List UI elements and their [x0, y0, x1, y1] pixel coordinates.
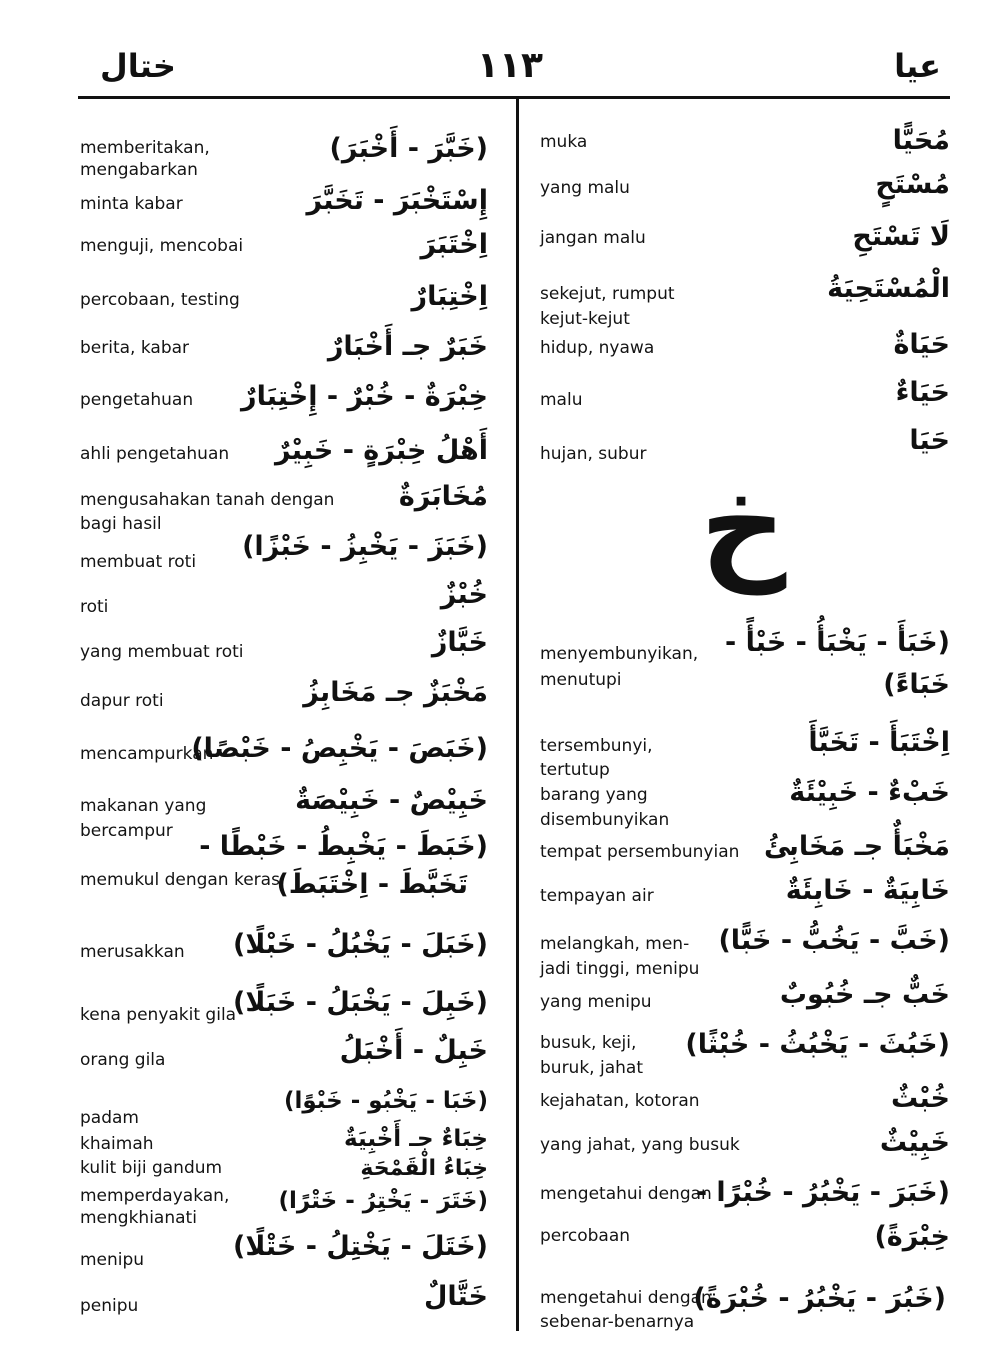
- entry-meaning: berita, kabar: [80, 338, 190, 358]
- entry-meaning: bagi hasil: [80, 514, 162, 534]
- entry-meaning: malu: [540, 390, 583, 410]
- entry-term: مُحَيًّا: [892, 125, 950, 156]
- entry-meaning: mengetahui dengan: [540, 1288, 712, 1308]
- entry-meaning: minta kabar: [80, 194, 183, 214]
- entry-meaning: yang jahat, yang busuk: [540, 1135, 740, 1155]
- entry-term: (خَبَرَ - يَخْبُرُ - خُبْرًا -: [695, 1177, 950, 1208]
- entry-term: (خَبَزَ - يَخْبِزُ - خَبْزًا): [242, 531, 488, 562]
- entry-term: (خَتَرَ - يَخْتِرُ - خَتْرًا): [278, 1188, 488, 1214]
- entry-meaning: menutupi: [540, 670, 622, 690]
- entry-meaning: khaimah: [80, 1134, 154, 1154]
- entry-term: (خَبَا - يَخْبُو - خَبْوًا): [283, 1088, 488, 1114]
- entry-meaning: hujan, subur: [540, 444, 647, 464]
- entry-term: مَخْبَزٌ جـ مَخَابِزُ: [303, 677, 488, 708]
- entry-meaning: yang membuat roti: [80, 642, 244, 662]
- entry-term: خُبْثٌ: [890, 1083, 950, 1114]
- entry-term: حَيَا: [909, 425, 950, 456]
- header-left-word: ختال: [100, 47, 176, 85]
- entry-meaning: padam: [80, 1108, 139, 1128]
- entry-term: خَبِلٌ - أَخْبَلُ: [339, 1035, 488, 1066]
- entry-term: مَخْبَأٌ جـ مَخَابِئُ: [763, 831, 950, 862]
- entry-meaning: sebenar-benarnya: [540, 1312, 695, 1332]
- entry-meaning: muka: [540, 132, 588, 152]
- column-divider: [516, 99, 519, 1331]
- entry-meaning: memperdayakan,: [80, 1186, 230, 1206]
- entry-meaning: bercampur: [80, 821, 173, 841]
- entry-meaning: barang yang: [540, 785, 648, 805]
- entry-term: أَهْلُ خِبْرَةٍ - خَبِيْرٌ: [275, 435, 488, 466]
- entry-meaning: tertutup: [540, 760, 610, 780]
- header-right-word: عيا: [894, 47, 941, 85]
- entry-term: (خَبَّرَ - أَخْبَرَ): [329, 133, 488, 164]
- entry-meaning: disembunyikan: [540, 810, 670, 830]
- entry-term: اِخْتَبَرَ: [420, 229, 488, 260]
- entry-term: خَتَّالٌ: [423, 1281, 488, 1312]
- entry-term: خَبٌّ جـ خُبُوبٌ: [779, 979, 950, 1010]
- entry-meaning: mencampurkan: [80, 744, 214, 764]
- entry-meaning: merusakkan: [80, 942, 185, 962]
- entry-meaning: pengetahuan: [80, 390, 194, 410]
- entry-term: (خَبُرَ - يَخْبُرُ - خُبْرَةً): [693, 1283, 946, 1314]
- entry-meaning: yang malu: [540, 178, 630, 198]
- entry-meaning: memukul dengan keras: [80, 870, 280, 890]
- entry-term: خِبْرَةً): [874, 1221, 950, 1252]
- entry-meaning: percobaan: [540, 1226, 631, 1246]
- header-rule: [78, 96, 950, 99]
- entry-meaning: yang menipu: [540, 992, 652, 1012]
- entry-term: تَخَبَّطَ - اِخْتَبَطَ): [276, 869, 468, 900]
- entry-meaning: mengabarkan: [80, 160, 198, 180]
- entry-term: خَبَرٌ جـ أَخْبَارٌ: [327, 331, 488, 362]
- entry-meaning: mengetahui dengan: [540, 1184, 712, 1204]
- entry-meaning: penipu: [80, 1296, 139, 1316]
- entry-term: (خَبَصَ - يَخْبِصُ - خَبْصًا): [191, 733, 488, 764]
- page-number: ١١٣: [477, 45, 543, 86]
- entry-term: إِسْتَخْبَرَ - تَخَبَّرَ: [306, 185, 488, 216]
- entry-term: مُخَابَرَةٌ: [398, 481, 488, 512]
- entry-meaning: ahli pengetahuan: [80, 444, 230, 464]
- entry-meaning: melangkah, men-: [540, 934, 690, 954]
- entry-meaning: tempayan air: [540, 886, 654, 906]
- entry-meaning: kulit biji gandum: [80, 1158, 223, 1178]
- entry-meaning: dapur roti: [80, 691, 164, 711]
- entry-meaning: menguji, mencobai: [80, 236, 244, 256]
- entry-term: اِخْتِبَارٌ: [411, 281, 488, 312]
- entry-meaning: percobaan, testing: [80, 290, 240, 310]
- entry-meaning: sekejut, rumput: [540, 284, 675, 304]
- entry-meaning: menipu: [80, 1250, 145, 1270]
- section-letter: خ: [700, 456, 787, 595]
- entry-term: خَابِيَةٌ - خَابِئَةٌ: [785, 875, 950, 906]
- entry-meaning: makanan yang: [80, 796, 207, 816]
- entry-term: لَا تَسْتَحِ: [852, 221, 950, 252]
- entry-term: (خَبَلَ - يَخْبُلُ - خَبْلًا): [233, 929, 488, 960]
- entry-term: خِبَاءٌ جـ أَخْبِيَةٌ: [344, 1126, 488, 1152]
- entry-term: خِبْرَةٌ - خُبْرٌ - إِخْتِبَارٌ: [241, 381, 488, 412]
- entry-meaning: busuk, keji,: [540, 1033, 637, 1053]
- entry-term: خَبَاءً): [883, 669, 950, 700]
- entry-term: (خَبُثَ - يَخْبُثُ - خُبْثًا): [685, 1029, 950, 1060]
- entry-meaning: jadi tinggi, menipu: [540, 959, 700, 979]
- entry-term: حَيَاةٌ: [893, 329, 950, 360]
- entry-meaning: mengusahakan tanah dengan: [80, 490, 335, 510]
- entry-term: حَيَاءٌ: [895, 377, 950, 408]
- entry-term: الْمُسْتَحِيَةُ: [827, 273, 950, 304]
- entry-term: خُبْزٌ: [440, 579, 488, 610]
- entry-term: اِخْتَبَأَ - تَخَبَّأَ: [808, 727, 950, 758]
- entry-term: (خَبَأَ - يَخْبَأُ - خَبْأً -: [725, 627, 950, 658]
- entry-term: خَبِيْثٌ: [879, 1127, 950, 1158]
- entry-meaning: menyembunyikan,: [540, 644, 699, 664]
- entry-term: (خَبِلَ - يَخْبَلُ - خَبَلًا): [233, 987, 488, 1018]
- entry-meaning: memberitakan,: [80, 138, 210, 158]
- entry-term: خَبِيْصٌ - خَبِيْصَةٌ: [295, 785, 488, 816]
- entry-term: مُسْتَحٍ: [875, 169, 950, 200]
- entry-term: خِبَاءُ الْقَمْحَةِ: [360, 1156, 488, 1181]
- entry-term: (خَتَلَ - يَخْتِلُ - خَتْلًا): [233, 1231, 488, 1262]
- entry-meaning: kejahatan, kotoran: [540, 1091, 700, 1111]
- entry-term: (خَبَّ - يَخُبُّ - خَبًّا): [718, 925, 950, 956]
- entry-meaning: mengkhianati: [80, 1208, 197, 1228]
- entry-meaning: kena penyakit gila: [80, 1005, 237, 1025]
- entry-meaning: tempat persembunyian: [540, 842, 740, 862]
- entry-meaning: membuat roti: [80, 552, 197, 572]
- entry-meaning: tersembunyi,: [540, 736, 653, 756]
- entry-meaning: kejut-kejut: [540, 309, 630, 329]
- entry-meaning: orang gila: [80, 1050, 166, 1070]
- entry-term: خَبْءٌ - خَبِيْئَةٌ: [789, 777, 950, 808]
- entry-term: (خَبَطَ - يَخْبِطُ - خَبْطًا -: [199, 831, 488, 862]
- entry-meaning: roti: [80, 597, 109, 617]
- entry-meaning: jangan malu: [540, 228, 646, 248]
- entry-term: خَبَّازٌ: [431, 627, 488, 658]
- entry-meaning: hidup, nyawa: [540, 338, 655, 358]
- entry-meaning: buruk, jahat: [540, 1058, 643, 1078]
